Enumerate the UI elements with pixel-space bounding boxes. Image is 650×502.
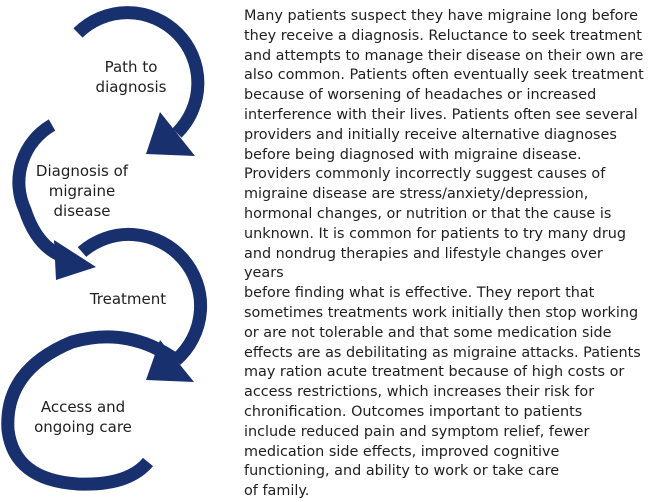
stage-label-access-and-ongoing-care: Access and ongoing care (34, 398, 132, 436)
stage-label-path-to-diagnosis: Path to diagnosis (95, 58, 167, 96)
care-journey-diagram (0, 0, 232, 494)
stage-label-treatment: Treatment (89, 290, 167, 308)
stage-label-diagnosis: Diagnosis of migraine disease (35, 162, 129, 220)
description-text: Many patients suspect they have migraine long before they receive a diagnosis. Reluctance to seek treatment and attempts to manage their disease on their own are also common. Patients often eventually seek treatment because of worsening of headaches or increased interference with their lives. Patients often see several providers and initially receive alternative diagnoses before being diagnosed with migraine disease. Providers commonly incorrectly suggest causes of migraine disease are stress/anxiety/depression, hormonal changes, or nutrition or that the cause is unknown. It is common for patients to try many drug and nondrug therapies and lifestyle changes over years before finding what is effective. They report that sometimes treatments work initially then stop working or are not tolerable and that some medication side effects are as debilitating as migraine attacks. Patients may ration acute treatment because of high costs or access restrictions, which increases their risk for chronification. Outcomes important to patients include reduced pain and symptom relief, fewer medication side effects, improved cognitive functioning, and ability to work or take care of family. (244, 8, 644, 500)
